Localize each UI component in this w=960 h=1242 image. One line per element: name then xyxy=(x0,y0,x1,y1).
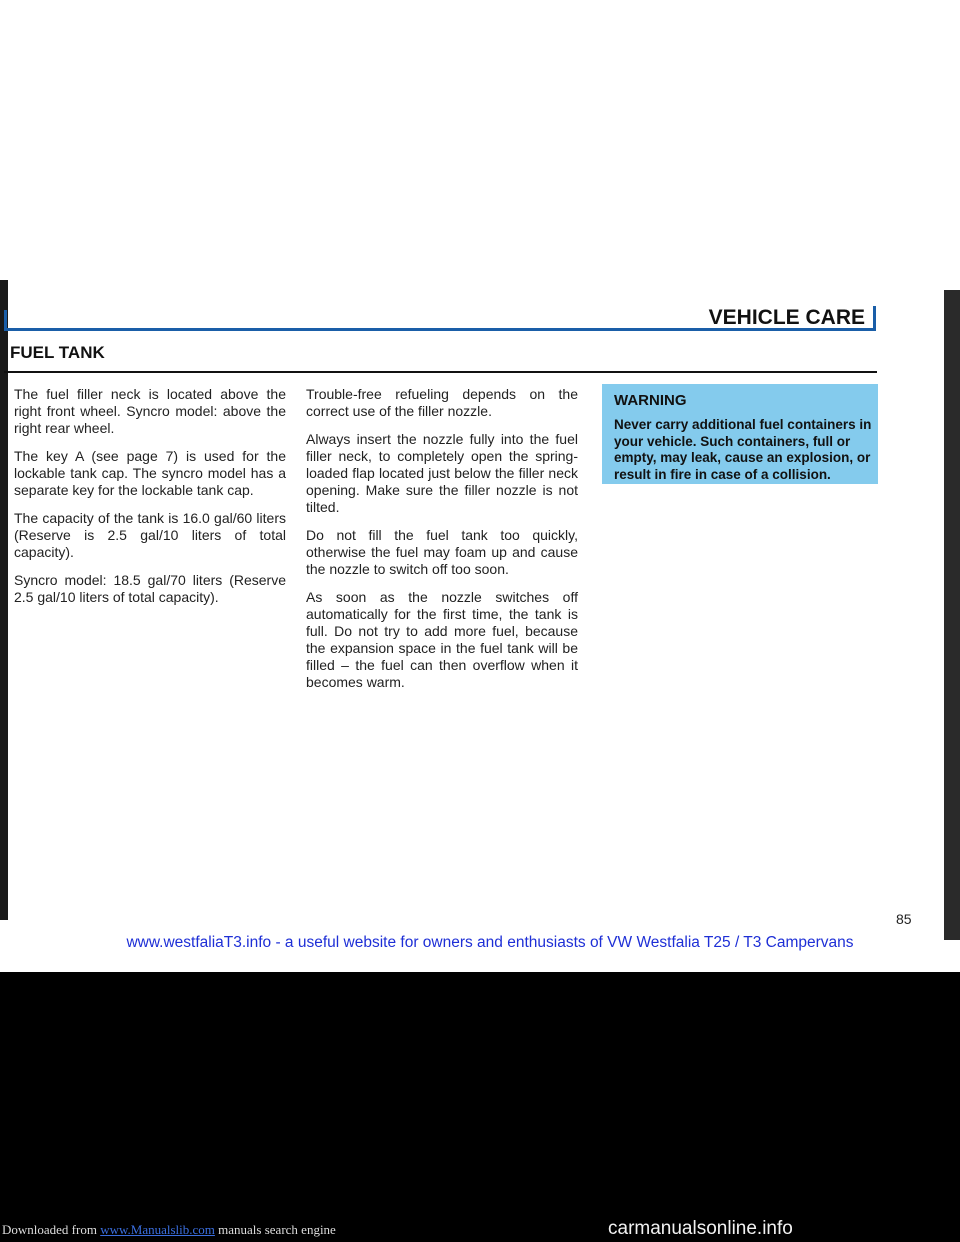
text-column-2 xyxy=(306,386,578,702)
header-left-tick xyxy=(4,310,7,330)
website-link[interactable]: www.westfaliaT3.info - a useful website for owners and enthusiasts of VW Westfalia T25 / T3 Campervans xyxy=(126,934,854,951)
warning-box xyxy=(602,384,878,484)
text-column-1 xyxy=(14,386,286,617)
page-right-edge xyxy=(944,290,960,940)
paragraph: Trouble-free refueling depends on the correct use of the filler nozzle. xyxy=(306,386,578,419)
manualslib-link[interactable]: www.Manualslib.com xyxy=(100,1222,215,1237)
section-title: VEHICLE CARE xyxy=(708,306,865,329)
paragraph: Always insert the nozzle fully into the fuel filler neck, to completely open the spring-loaded flap located just below the filler neck opening. Make sure the filler nozzle is not tilted. xyxy=(306,431,578,515)
paragraph: The key A (see page 7) is used for the lockable tank cap. The syncro model has a separate key for the lockable tank cap. xyxy=(14,448,286,498)
page-number: 85 xyxy=(896,911,912,927)
heading-divider xyxy=(4,371,877,373)
page-title: FUEL TANK xyxy=(10,343,105,362)
download-suffix: manuals search engine xyxy=(214,1222,336,1237)
dark-background xyxy=(0,972,960,1242)
paragraph: The capacity of the tank is 16.0 gal/60 liters (Reserve is 2.5 gal/10 liters of total capacity). xyxy=(14,510,286,560)
download-prefix: Downloaded from xyxy=(2,1222,101,1237)
download-attribution xyxy=(2,1222,336,1238)
watermark: carmanualsonline.info xyxy=(608,1218,793,1239)
warning-title: WARNING xyxy=(614,392,687,409)
paragraph: Do not fill the fuel tank too quickly, otherwise the fuel may foam up and cause the nozzle to switch off too soon. xyxy=(306,527,578,577)
paragraph: As soon as the nozzle switches off automatically for the first time, the tank is full. Do not try to add more fuel, because the expansion space in the fuel tank will be filled – the fuel can then overflow when it becomes warm. xyxy=(306,589,578,690)
header-right-tick xyxy=(873,306,876,331)
paragraph: The fuel filler neck is located above the right front wheel. Syncro model: above the right rear wheel. xyxy=(14,386,286,436)
warning-text: Never carry additional fuel containers in your vehicle. Such containers, full or empty, may leak, cause an explosion, or result in fire in case of a collision. xyxy=(614,417,872,482)
page-left-edge xyxy=(0,280,8,920)
paragraph: Syncro model: 18.5 gal/70 liters (Reserve 2.5 gal/10 liters of total capacity). xyxy=(14,572,286,605)
